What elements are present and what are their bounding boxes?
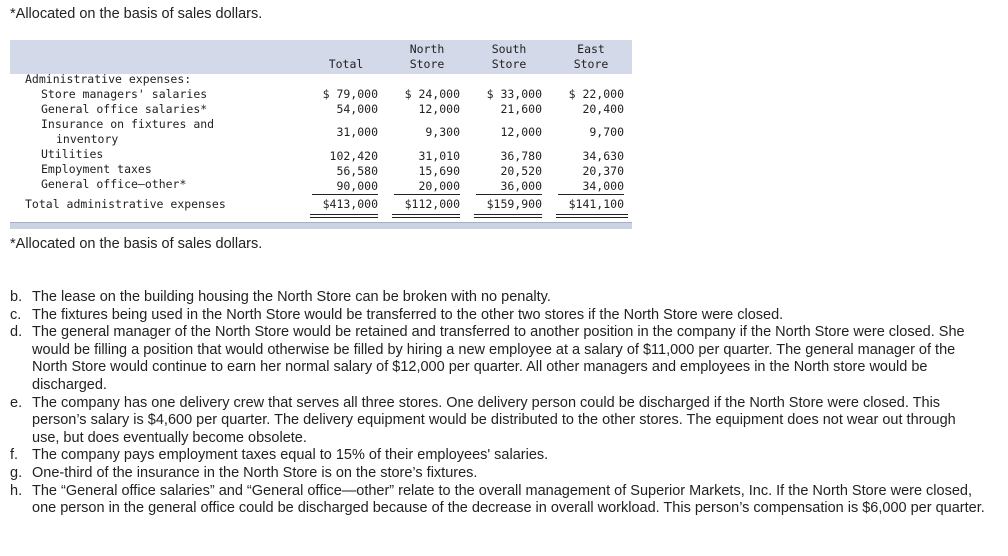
table-row	[10, 117, 632, 147]
total-rule	[392, 214, 460, 215]
cell-total: 54,000	[336, 102, 378, 116]
cell-east: $ 22,000	[568, 87, 624, 101]
item-text: The fixtures being used in the North Store would be transferred to the other two stores if the North Store were closed.	[32, 306, 784, 323]
cell-east: 9,700	[589, 125, 624, 139]
total-rule	[392, 217, 460, 218]
cell-total: 56,580	[336, 164, 378, 178]
list-item	[10, 447, 985, 465]
list-item	[10, 289, 985, 307]
total-cell-north: $112,000	[404, 197, 460, 211]
cell-north: 12,000	[418, 102, 460, 116]
total-cell-east: $141,100	[568, 197, 624, 211]
table-row	[10, 102, 632, 117]
cell-north: $ 24,000	[404, 87, 460, 101]
cell-east: 34,000	[582, 179, 624, 193]
item-text: One-third of the insurance in the North Store is on the store’s fixtures.	[32, 464, 478, 481]
cell-north: 9,300	[425, 125, 460, 139]
total-label: Total administrative expenses	[25, 197, 226, 211]
cell-south: 20,520	[500, 164, 542, 178]
footnote-bottom: *Allocated on the basis of sales dollars.	[10, 236, 263, 252]
cell-east: 20,370	[582, 164, 624, 178]
item-letter: h.	[10, 482, 23, 499]
col-header-east-line1: East	[577, 42, 605, 56]
total-rule	[474, 214, 542, 215]
cell-total: 102,420	[329, 149, 378, 163]
item-letter: f.	[10, 447, 19, 464]
item-list	[10, 289, 985, 518]
cell-north: 31,010	[418, 149, 460, 163]
list-item	[10, 483, 985, 518]
cell-south: 36,780	[500, 149, 542, 163]
table-row	[10, 177, 632, 192]
total-rule	[310, 214, 378, 215]
cell-south: 12,000	[500, 125, 542, 139]
col-header-north-line2: Store	[409, 57, 445, 71]
col-header-total: Total	[328, 57, 364, 71]
subtotal-rule	[558, 194, 624, 195]
item-text: The company pays employment taxes equal to 15% of their employees' salaries.	[32, 447, 549, 464]
row-label: Insurance on fixtures and	[41, 117, 215, 131]
item-letter: e.	[10, 394, 23, 411]
table-row	[10, 147, 632, 162]
table-footer-band	[10, 222, 632, 229]
total-rule	[556, 214, 628, 215]
item-text: The lease on the building housing the North Store can be broken with no penalty.	[32, 289, 551, 305]
table-row	[10, 87, 632, 102]
item-text: The “General office salaries” and “General office—other” relate to the overall management of Superior Markets, Inc. If the North Store were closed, one person in the general office could be discharged because of the decrease in overall workload. This person’s compensation is $6,000 per quarter.	[32, 482, 985, 517]
total-cell-south: $159,900	[486, 197, 542, 211]
row-label: Store managers' salaries	[41, 87, 208, 101]
col-header-south-line2: Store	[491, 57, 527, 71]
total-rule	[474, 217, 542, 218]
row-label: General office salaries*	[41, 102, 208, 116]
list-item	[10, 307, 985, 325]
row-label: General office—other*	[41, 177, 187, 191]
list-item	[10, 324, 985, 394]
list-item	[10, 395, 985, 448]
col-header-north-line1: North	[409, 42, 445, 56]
row-label: Utilities	[41, 147, 104, 161]
row-label: Employment taxes	[41, 162, 152, 176]
footnote-top: *Allocated on the basis of sales dollars.	[10, 6, 263, 22]
cell-south: 36,000	[500, 179, 542, 193]
subtotal-rule	[476, 194, 542, 195]
item-letter: g.	[10, 464, 23, 481]
list-item	[10, 465, 985, 483]
total-rule	[310, 217, 378, 218]
cell-total: 31,000	[336, 125, 378, 139]
cell-south: 21,600	[500, 102, 542, 116]
cell-north: 15,690	[418, 164, 460, 178]
subtotal-rule	[312, 194, 378, 195]
total-rule	[556, 217, 628, 218]
cell-north: 20,000	[418, 179, 460, 193]
col-header-south-line1: South	[491, 42, 527, 56]
item-letter: b.	[10, 289, 23, 305]
table-row	[10, 162, 632, 177]
cell-total: $ 79,000	[322, 87, 378, 101]
item-text: The general manager of the North Store would be retained and transferred to another position in the company if the North Store were closed. She would be filling a position that would otherwise be filled by hiring a new employee at a salary of $11,000 per quarter. The general manager of the North Store would continue to earn her normal salary of $12,000 per quarter. All other managers and employees in the North store would be discharged.	[32, 324, 965, 393]
row-label-continued: inventory	[56, 132, 119, 146]
cell-east: 20,400	[582, 102, 624, 116]
item-letter: c.	[10, 306, 22, 323]
cell-total: 90,000	[336, 179, 378, 193]
item-letter: d.	[10, 324, 23, 341]
subtotal-rule	[394, 194, 460, 195]
section-label: Administrative expenses:	[25, 72, 192, 86]
cell-east: 34,630	[582, 149, 624, 163]
total-row	[10, 197, 632, 212]
total-cell-total: $413,000	[322, 197, 378, 211]
cell-south: $ 33,000	[486, 87, 542, 101]
item-text: The company has one delivery crew that serves all three stores. One delivery person could be discharged if the North Store were closed. This person’s salary is $4,600 per quarter. The delivery equipment would be distributed to the other stores. The equipment does not wear out through use, but does eventually become obsolete.	[32, 394, 956, 446]
col-header-east-line2: Store	[573, 57, 609, 71]
